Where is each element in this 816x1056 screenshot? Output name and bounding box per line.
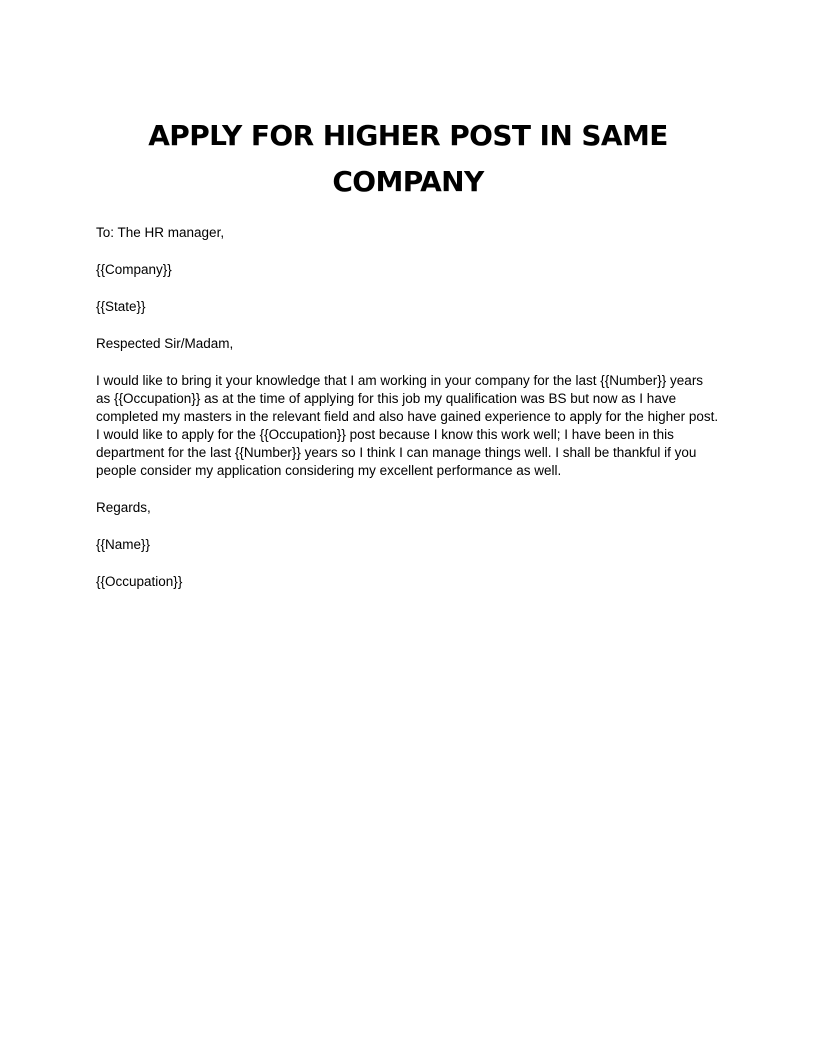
document-title: APPLY FOR HIGHER POST IN SAME COMPANY — [148, 119, 668, 198]
recipient-line: To: The HR manager, — [96, 225, 225, 240]
state-placeholder: {{State}} — [96, 299, 146, 314]
letter-body — [96, 224, 720, 610]
closing: Regards, — [96, 500, 151, 515]
salutation: Respected Sir/Madam, — [96, 336, 234, 351]
name-placeholder: {{Name}} — [96, 537, 151, 552]
occupation-placeholder: {{Occupation}} — [96, 574, 183, 589]
body-paragraph: I would like to bring it your knowledge that I am working in your company for the last {{Number}} years as {{Occupation}} as at the time of applying for this job my qualification was BS but now as I have completed my masters in the relevant field and also have gained experience to apply for the higher post. I would like to apply for the {{Occupation}} post because I know this work well; I have been in this department for the last {{Number}} years so I think I can manage things well. I shall be thankful if you people consider my application considering my excellent performance as well. — [96, 373, 719, 478]
company-placeholder: {{Company}} — [96, 262, 172, 277]
